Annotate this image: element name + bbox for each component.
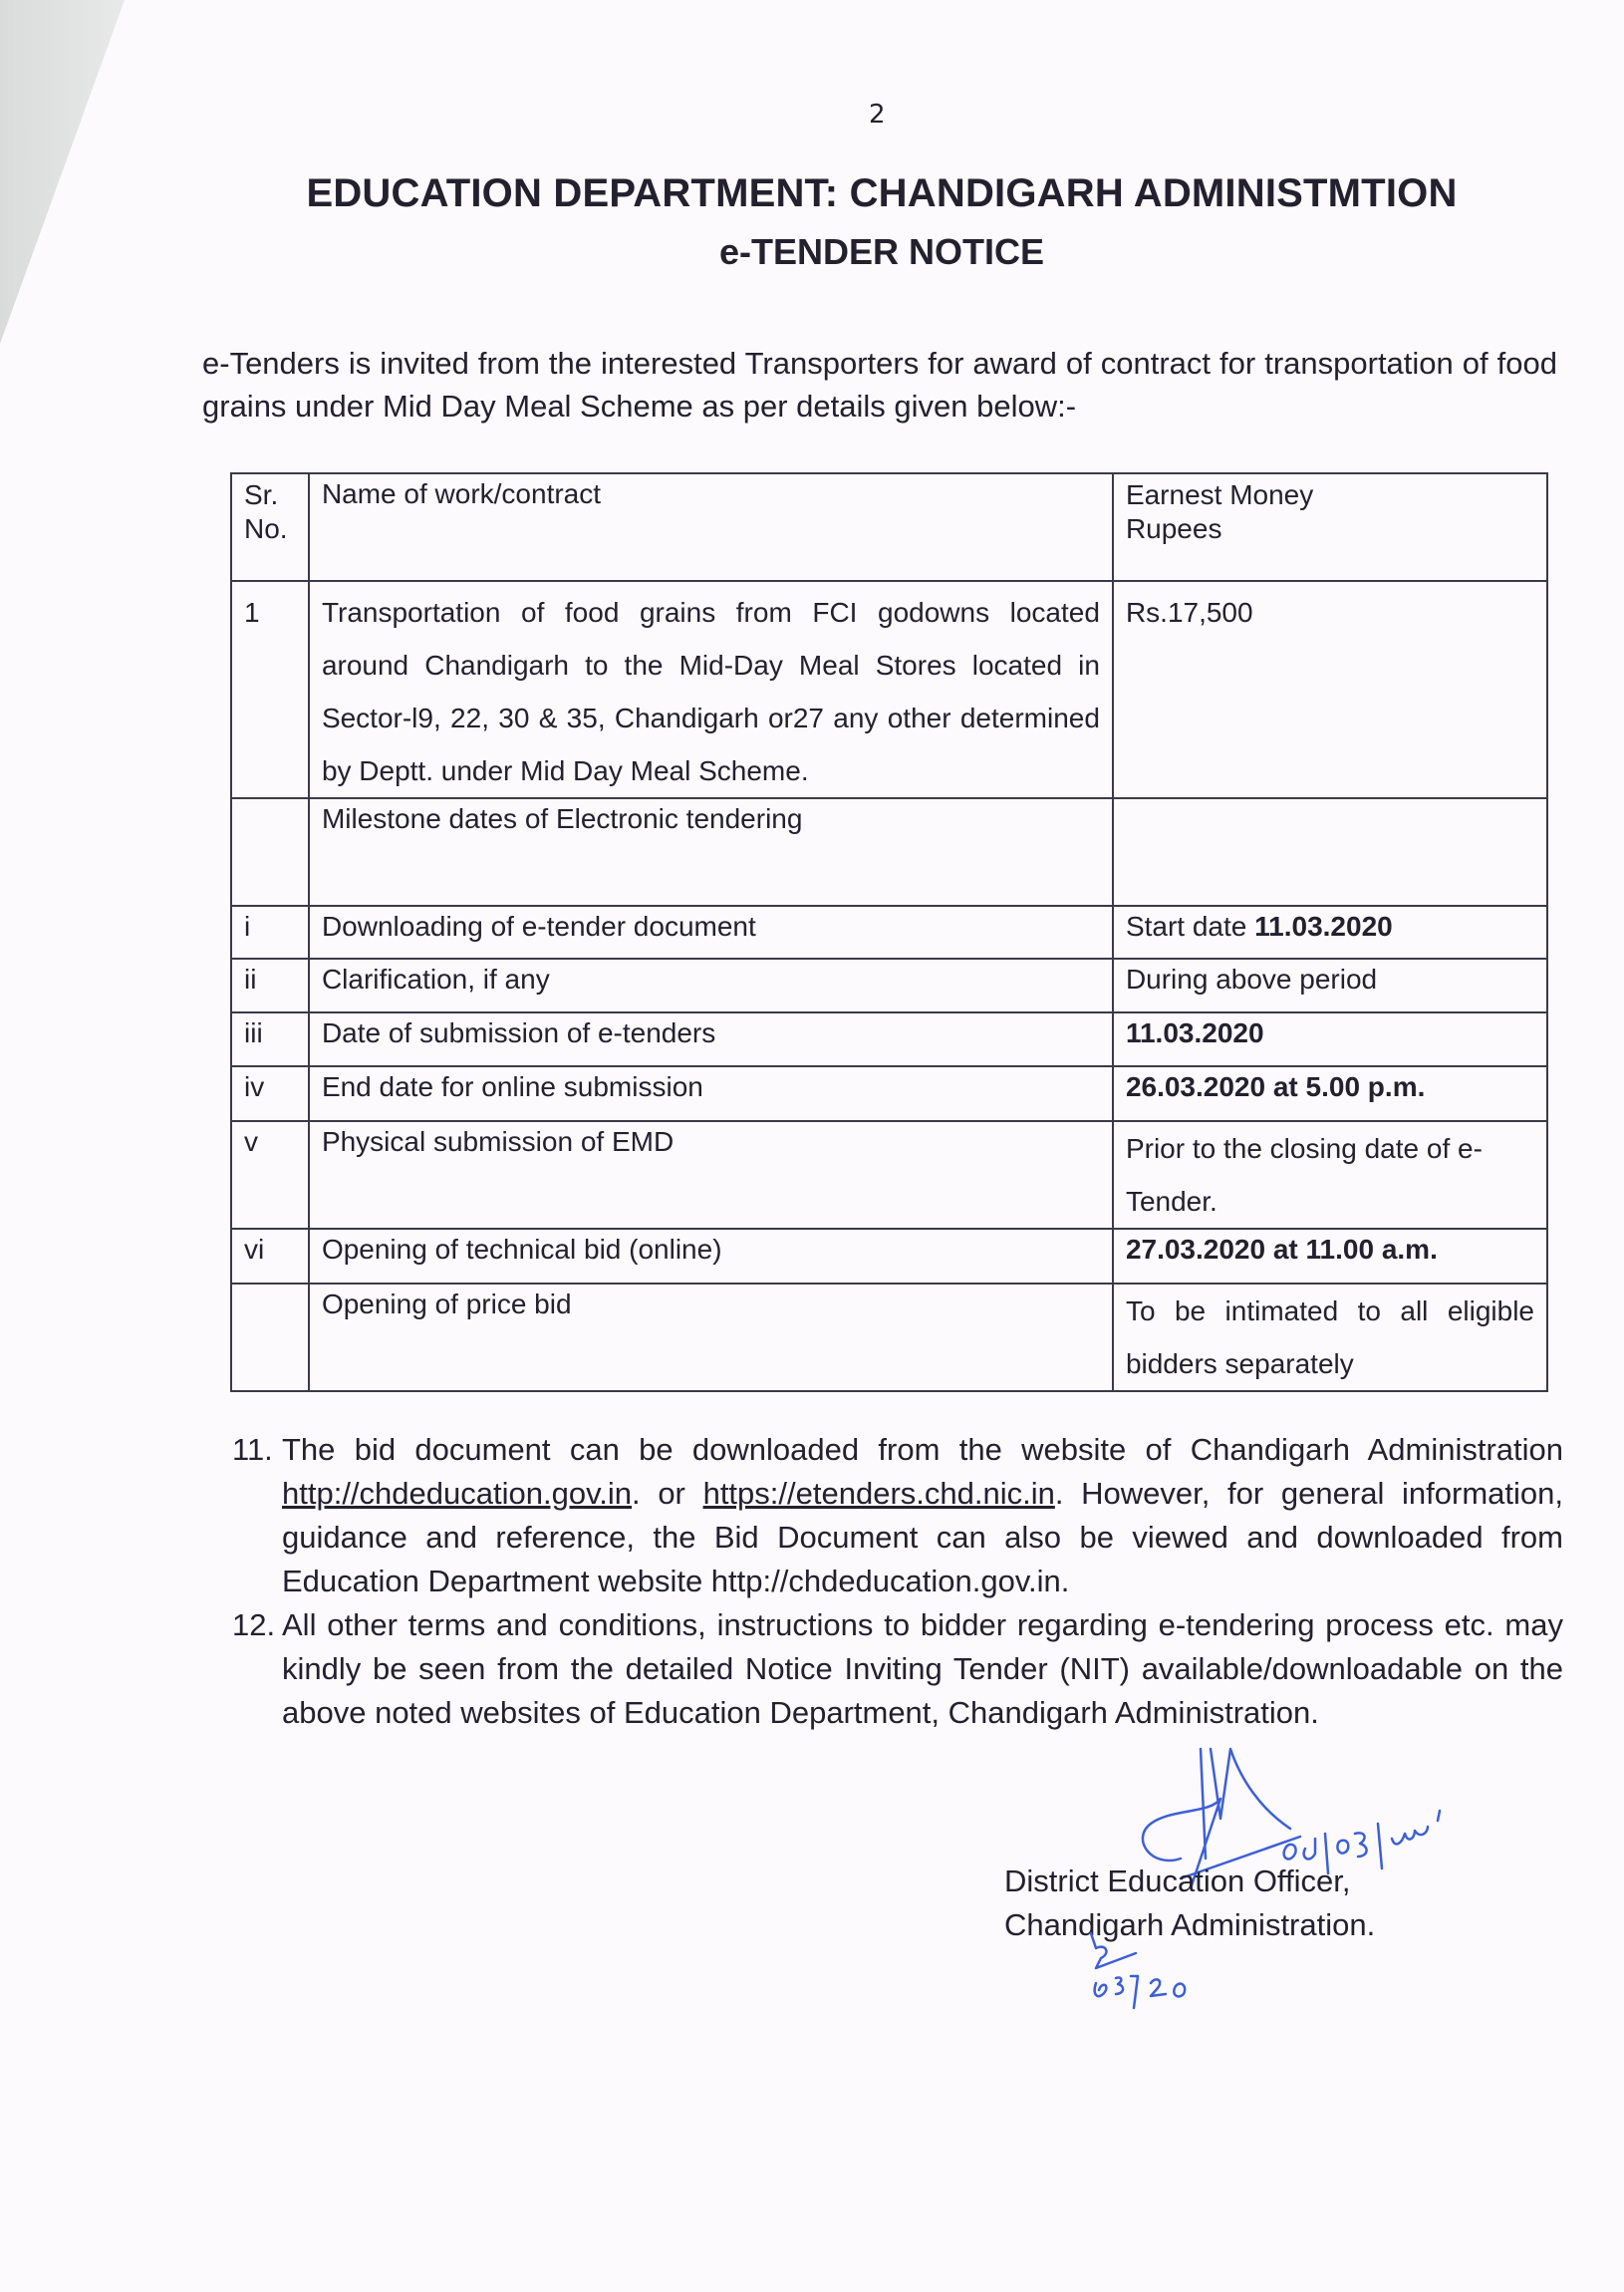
signatory-designation: District Education Officer,	[1004, 1863, 1351, 1898]
table-row-work	[231, 581, 1547, 798]
note-number: 11.	[232, 1432, 273, 1467]
table-header-row	[231, 473, 1547, 581]
header-name: Name of work/contract	[309, 473, 1113, 581]
work-earnest: Rs.17,500	[1113, 581, 1547, 798]
work-description: Transportation of food grains from FCI godowns located around Chandigarh to the Mid-Day Meal Stores located in Sector-l9, 22, 30 & 35, Chandigarh or27 any other determined by Deptt. under Mid Day Meal Scheme.	[309, 581, 1113, 798]
note-text: The bid document can be downloaded from the website of Chandigarh Administration http://chdeducation.gov.in. or https://etenders.chd.nic.in. However, for general information, guidance and reference, the Bid Document can also be viewed and downloaded from Education Department website http://chdeducation.gov.in.	[282, 1432, 1563, 1598]
table-row-milestone: Opening of price bid To be intimated to all eligible bidders separately	[231, 1284, 1547, 1391]
table-row-milestone: ii Clarification, if any During above period	[231, 959, 1547, 1012]
table-row-milestone: vi Opening of technical bid (online) 27.03.2020 at 11.00 a.m.	[231, 1229, 1547, 1284]
page-title: EDUCATION DEPARTMENT: CHANDIGARH ADMINISTMTION	[306, 171, 1458, 215]
etenders-link[interactable]: https://etenders.chd.nic.in	[702, 1476, 1055, 1511]
table-row-milestone: v Physical submission of EMD Prior to the closing date of e-Tender.	[231, 1121, 1547, 1229]
signatory-office: Chandigarh Administration.	[1004, 1907, 1376, 1942]
table-row-milestone: iv End date for online submission 26.03.2020 at 5.00 p.m.	[231, 1066, 1547, 1121]
note-text: All other terms and conditions, instructions to bidder regarding e-tendering process etc. may kindly be seen from the detailed Notice Inviting Tender (NIT) available/downloadable on the above noted websites of Education Department, Chandigarh Administration.	[282, 1607, 1563, 1730]
note-12	[232, 1603, 1563, 1735]
header-sr-no: Sr. No.	[231, 473, 309, 581]
table-row-milestone: i Downloading of e-tender document Start date 11.03.2020	[231, 906, 1547, 959]
table-row-milestone: iii Date of submission of e-tenders 11.03.2020	[231, 1012, 1547, 1066]
note-11	[232, 1428, 1563, 1603]
page-number: 2	[869, 100, 886, 130]
table-row-milestone-heading	[231, 798, 1547, 906]
milestone-heading: Milestone dates of Electronic tendering	[309, 798, 1113, 906]
note-number: 12.	[232, 1607, 276, 1642]
tender-table	[230, 472, 1548, 1392]
work-sr: 1	[231, 581, 309, 798]
initials-icon	[1066, 1928, 1225, 2018]
header-earnest: Earnest Money Rupees	[1113, 473, 1547, 581]
notes-list	[232, 1428, 1563, 1735]
intro-paragraph: e-Tenders is invited from the interested Transporters for award of contract for transportation of food grains under Mid Day Meal Scheme as per details given below:-	[202, 346, 1557, 424]
chdeducation-link[interactable]: http://chdeducation.gov.in	[282, 1476, 633, 1511]
page-subtitle: e-TENDER NOTICE	[718, 231, 1045, 272]
